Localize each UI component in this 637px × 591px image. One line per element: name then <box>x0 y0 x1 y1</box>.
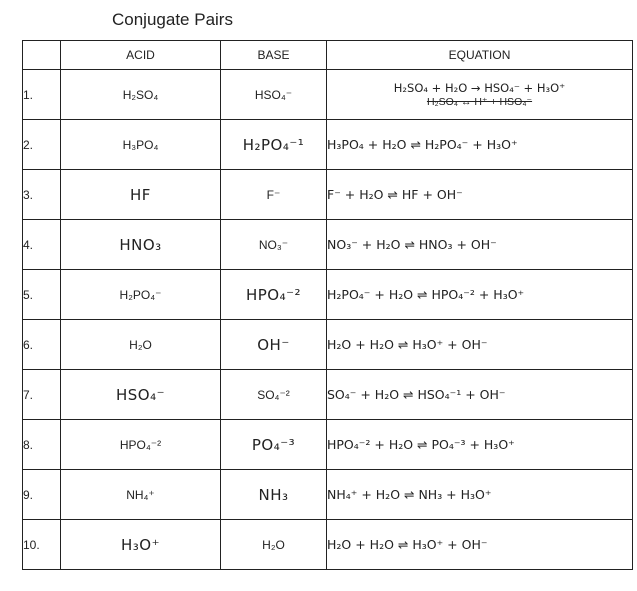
row-number: 1. <box>23 70 61 120</box>
equation-cell: H₃PO₄ + H₂O ⇌ H₂PO₄⁻ + H₃O⁺ <box>327 120 633 170</box>
table-row <box>23 220 633 270</box>
acid-cell: HPO₄⁻² <box>61 420 221 470</box>
table-row <box>23 70 633 120</box>
equation-cell: SO₄⁻ + H₂O ⇌ HSO₄⁻¹ + OH⁻ <box>327 370 633 420</box>
acid-cell: H₂O <box>61 320 221 370</box>
base-cell: H₂O <box>221 520 327 570</box>
acid-cell: H₃PO₄ <box>61 120 221 170</box>
equation-text: H₂SO₄ + H₂O → HSO₄⁻ + H₃O⁺ <box>393 80 566 95</box>
row-number: 8. <box>23 420 61 470</box>
header-acid: ACID <box>61 41 221 70</box>
base-cell: HSO₄⁻ <box>221 70 327 120</box>
row-number: 5. <box>23 270 61 320</box>
base-cell: PO₄⁻³ <box>221 420 327 470</box>
equation-cell: F⁻ + H₂O ⇌ HF + OH⁻ <box>327 170 633 220</box>
equation-cell: HPO₄⁻² + H₂O ⇌ PO₄⁻³ + H₃O⁺ <box>327 420 633 470</box>
base-cell: NO₃⁻ <box>221 220 327 270</box>
acid-cell: HNO₃ <box>61 220 221 270</box>
table-row <box>23 520 633 570</box>
header-base: BASE <box>221 41 327 70</box>
table-row <box>23 120 633 170</box>
row-number: 2. <box>23 120 61 170</box>
table-row <box>23 320 633 370</box>
acid-cell: NH₄⁺ <box>61 470 221 520</box>
equation-cell: H₂PO₄⁻ + H₂O ⇌ HPO₄⁻² + H₃O⁺ <box>327 270 633 320</box>
equation-cell: NH₄⁺ + H₂O ⇌ NH₃ + H₃O⁺ <box>327 470 633 520</box>
row-number: 9. <box>23 470 61 520</box>
table-row <box>23 420 633 470</box>
table-row <box>23 370 633 420</box>
header-number <box>23 41 61 70</box>
row-number: 4. <box>23 220 61 270</box>
header-equation: EQUATION <box>327 41 633 70</box>
equation-cell: H₂O + H₂O ⇌ H₃O⁺ + OH⁻ <box>327 520 633 570</box>
row-number: 6. <box>23 320 61 370</box>
equation-cell: H₂O + H₂O ⇌ H₃O⁺ + OH⁻ <box>327 320 633 370</box>
worksheet-title: Conjugate Pairs <box>112 10 233 29</box>
equation-cell <box>327 70 633 120</box>
base-cell: SO₄⁻² <box>221 370 327 420</box>
row-number: 3. <box>23 170 61 220</box>
base-cell: H₂PO₄⁻¹ <box>221 120 327 170</box>
base-cell: HPO₄⁻² <box>221 270 327 320</box>
acid-cell: HF <box>61 170 221 220</box>
conjugate-pairs-table <box>22 40 633 570</box>
base-cell: NH₃ <box>221 470 327 520</box>
acid-cell: H₃O⁺ <box>61 520 221 570</box>
table-row <box>23 170 633 220</box>
equation-cell: NO₃⁻ + H₂O ⇌ HNO₃ + OH⁻ <box>327 220 633 270</box>
acid-cell: H₂PO₄⁻ <box>61 270 221 320</box>
equation-struck-text: H₂SO₄ ↔ H⁺ + HSO₄⁻ <box>426 95 533 108</box>
row-number: 10. <box>23 520 61 570</box>
table-row <box>23 470 633 520</box>
base-cell: OH⁻ <box>221 320 327 370</box>
acid-cell: HSO₄⁻ <box>61 370 221 420</box>
base-cell: F⁻ <box>221 170 327 220</box>
acid-cell: H₂SO₄ <box>61 70 221 120</box>
table-row <box>23 270 633 320</box>
row-number: 7. <box>23 370 61 420</box>
table-header-row <box>23 41 633 70</box>
